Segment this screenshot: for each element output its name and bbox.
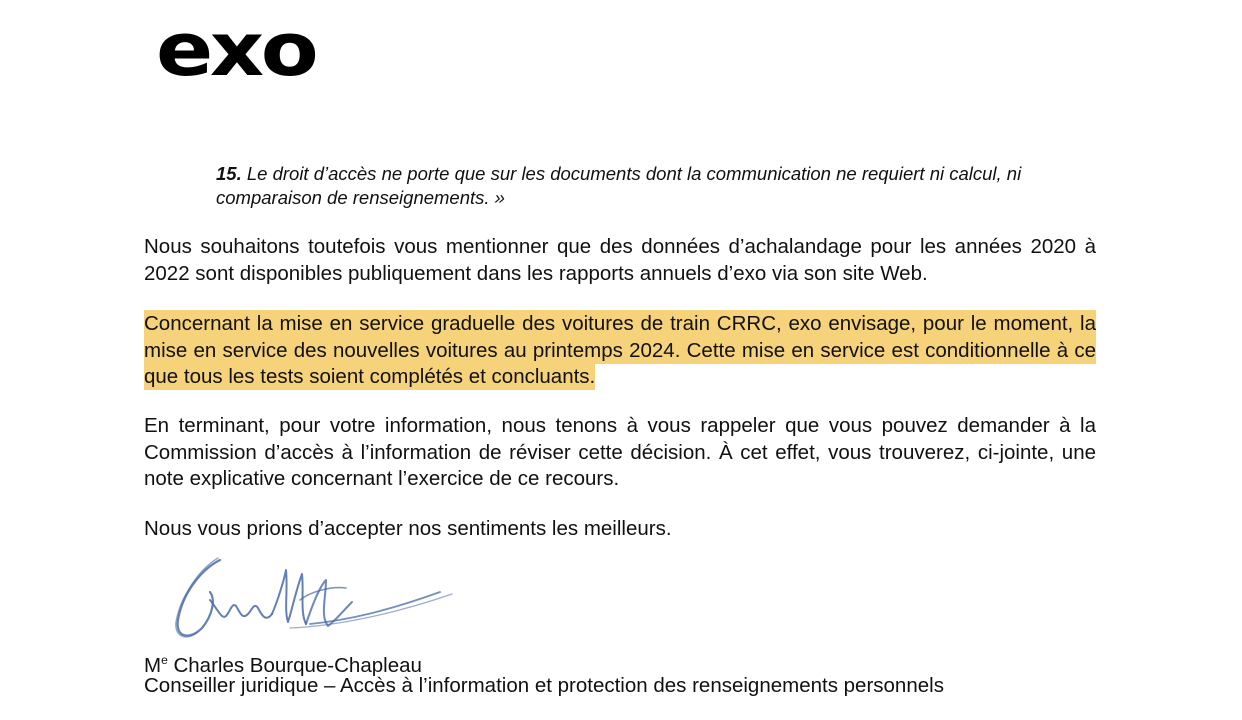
article-text: Le droit d’accès ne porte que sur les documents dont la communication ne requiert ni calcul, ni comparaison de renseignements. » [216, 163, 1022, 208]
quoted-article [216, 162, 1036, 210]
paragraph-ridership-data: Nous souhaitons toutefois vous mentionner que des données d’achalandage pour les années 2020 à 2022 sont disponibles publiquement dans les rapports annuels d’exo via son site Web. [144, 235, 1096, 285]
paragraph-crrc-service [144, 311, 1096, 391]
paragraph-review-rights: En terminant, pour votre information, nous tenons à vous rappeler que vous pouvez demander à la Commission d’accès à l’information de réviser cette décision. À cet effet, vous trouverez, ci-jointe, une note explicative concernant l’exercice de ce recours. [144, 414, 1096, 490]
signature-image [160, 540, 460, 652]
signer-name: Me Charles Bourque-Chapleau [144, 653, 422, 677]
exo-logo: exo [156, 7, 316, 93]
article-number: 15. [216, 163, 242, 184]
signer-title: Conseiller juridique – Accès à l’information et protection des renseignements personnels [144, 674, 944, 697]
highlighted-text: Concernant la mise en service graduelle des voitures de train CRRC, exo envisage, pour le moment, la mise en service des nouvelles voitures au printemps 2024. Cette mise en service est conditionnelle à ce que tous les tests soient complétés et concluants. [144, 312, 1096, 388]
closing-salutation: Nous vous prions d’accepter nos sentiments les meilleurs. [144, 517, 672, 540]
